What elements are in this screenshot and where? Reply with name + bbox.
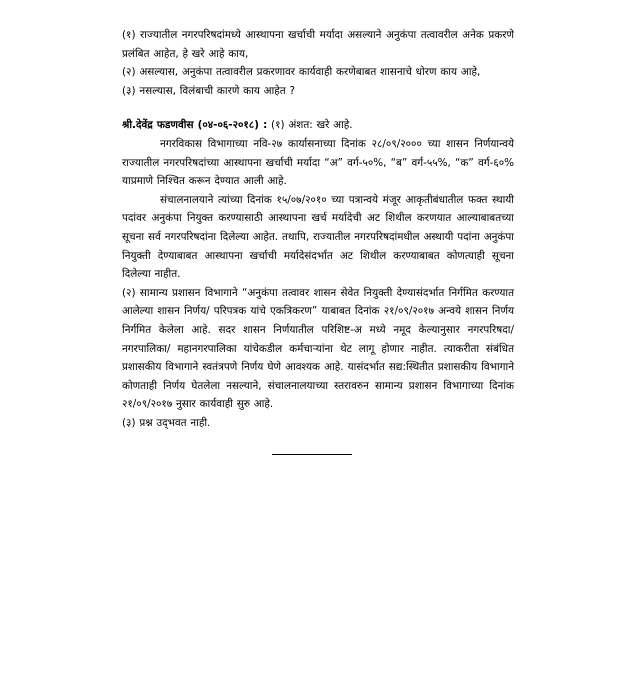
answer-paragraph-3: (२) सामान्य प्रशासन विभागाने “अनुकंपा तत्वावर शासन सेवेत नियुक्ती देण्यासंदर्भात निर्गमित करण्यात आलेल्या शासन निर्णय/ परिपत्रक यांचे एकत्रिकरण” याबाबत दिनांक २१/०९/२०१७ अन्वये शासन निर्णय निर्गमित केलेला आहे. सदर शासन निर्णयातील परिशिष्ट-अ मध्ये नमूद केल्यानुसार नगरपरिषदा/ नगरपालिका/ महानगरपालिका यांचेकडील कर्मचाऱ्यांना थेट लागू होणार नाहीत. त्याकरीता संबंधित प्रशासकीय विभागाने स्वतंत्रपणे निर्णय घेणे आवश्यक आहे. यासंदर्भात सद्य:स्थितीत प्रशासकीय विभागाने कोणताही निर्णय घेतलेला नसल्याने, संचालनालयाच्या स्तरावरुन सामान्य प्रशासन विभागाच्या दिनांक २१/०९/२०१७ नुसार कार्यवाही सुरु आहे. [122,286,514,411]
answer-paragraph-4: (३) प्रश्न उद्‌भवत नाही. [122,416,211,429]
question-3: (३) नसल्यास, विलंबाची कारणे काय आहेत ? [122,84,296,97]
answer-first-line: (१) अंशत: खरे आहे. [267,119,353,132]
document-page [122,26,514,455]
answer-heading [122,116,514,135]
question-1: (१) राज्यातील नगरपरिषदांमध्ये आस्थापना खर्चाची मर्यादा असल्याने अनुकंपा तत्वावरील अनेक प्रकरणे प्रलंबित आहेत, हे खरे आहे काय, [122,29,514,60]
answer-paragraph-2: संचालनालयाने त्यांच्या दिनांक १५/०७/२०१० च्या पत्रान्वये मंजूर आकृतीबंधातील फक्त स्थायी पदांवर अनुकंपा नियुक्त करण्यासाठी आस्थापना खर्च मर्यादेची अट शिथील करणयात आल्याबाबतच्या सूचना सर्व नगरपरिषदांना दिलेल्या आहेत. तथापि, राज्यातील नगरपरिषदांमधील अस्थायी पदांना अनुकंपा नियुक्ती देण्याबाबत आस्थापना खर्चाची मर्यादेसंदर्भात अट शिथील करण्याबाबत कोणत्याही सूचना दिलेल्या नाहीत. [122,193,514,281]
end-divider [272,454,352,455]
answer-paragraph-1: नगरविकास विभागाच्या नवि-२७ कार्यासनाच्या दिनांक २८/०९/२००० च्या शासन निर्णयान्वये राज्यातील नगरपरिषदांच्या आस्थापना खर्चाची मर्यादा “अ” वर्ग-५०%, “ब” वर्ग-५५%, “क” वर्ग-६०% याप्रमाणे निश्चित करून देण्यात आली आहे. [122,137,514,188]
question-2: (२) असल्यास, अनुकंपा तत्वावरील प्रकरणावर कार्यवाही करणेबाबत शासनाचे धोरण काय आहे, [122,66,481,79]
answer-speaker: श्री.देवेंद्र फडणवीस (०४-०६-२०१८) : [122,119,268,132]
